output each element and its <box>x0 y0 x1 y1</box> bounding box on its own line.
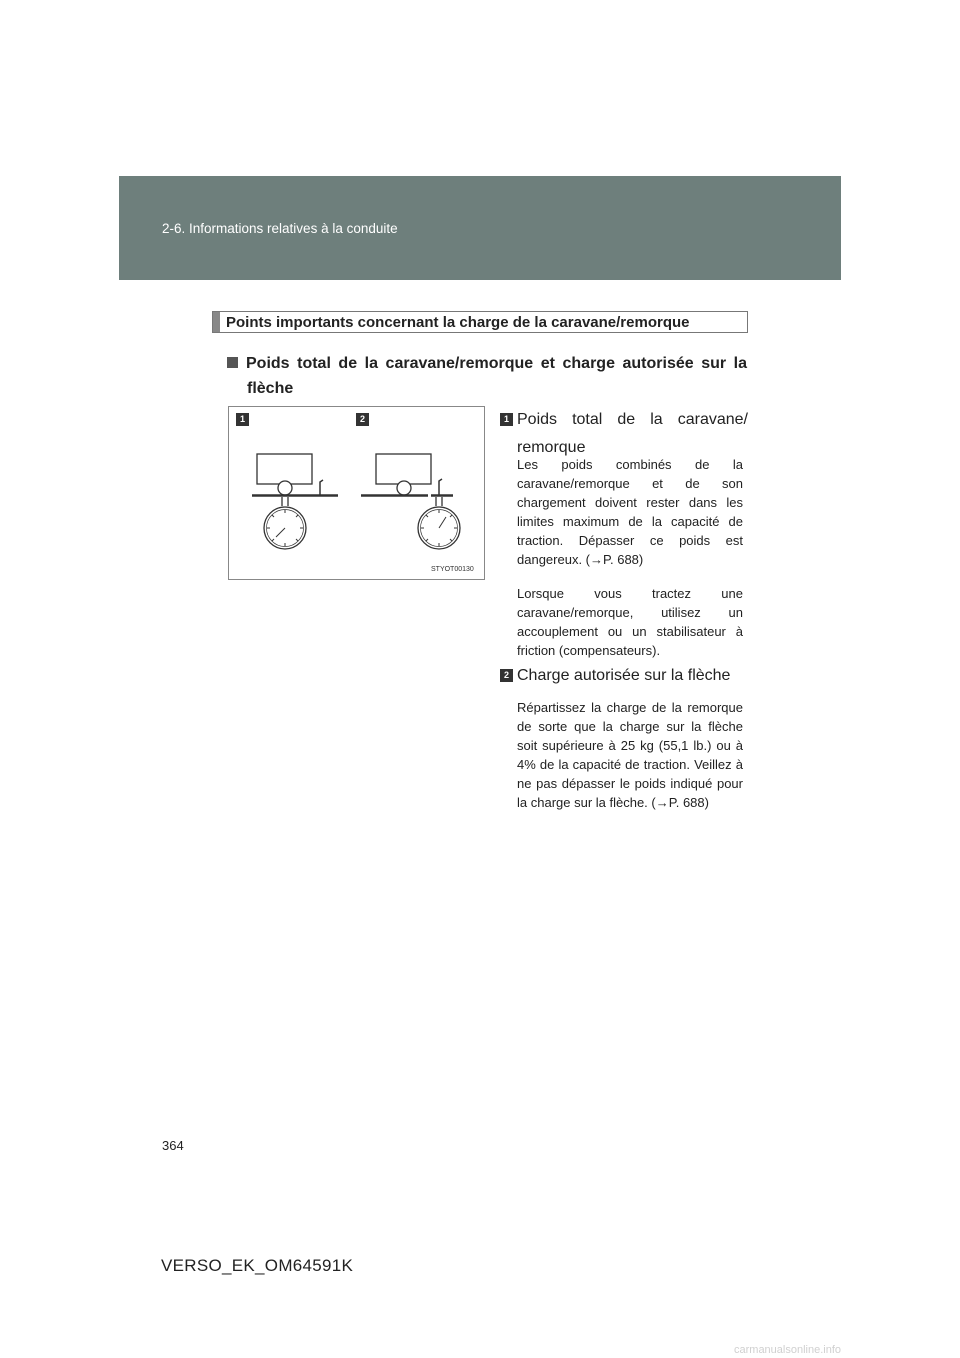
item-1-title-line2: remorque <box>517 439 586 456</box>
figure-badge-2: 2 <box>356 413 369 426</box>
subheading-line2: flèche <box>247 380 294 397</box>
figure-code: STYOT00130 <box>431 566 474 573</box>
item-1-paragraph-2: Lorsque vous tractez une caravane/remorque, utilisez un accouplement ou un stabilisateur à friction (compensateurs). <box>517 586 743 658</box>
section-header: 2-6. Informations relatives à la conduite <box>162 221 398 236</box>
item-2-paragraph-1: Répartissez la charge de la remorque de sorte que la charge sur la flèche soit supérieure à 25 kg (55,1 lb.) ou à 4% de la capacité de traction. Veillez à ne pas dépasser le poids indiqué pour la charge sur la flèche. (→P. 688) <box>517 700 743 810</box>
item-1-badge: 1 <box>500 413 513 426</box>
trailer-body-1 <box>257 454 312 484</box>
page-number: 364 <box>162 1138 184 1153</box>
figure-badge-1: 1 <box>236 413 249 426</box>
item-1-paragraph-1: Les poids combinés de la caravane/remorque et de son chargement doivent rester dans les limites maximum de la capacité de traction. Dépasser ce poids est dangereux. (→P. 688) <box>517 457 743 567</box>
subheading <box>227 351 747 401</box>
section-title: Points importants concernant la charge de la caravane/remorque <box>226 314 690 331</box>
section-title-bar <box>213 312 220 332</box>
jack-stand-2 <box>439 479 442 495</box>
trailer-wheel-1 <box>278 481 292 495</box>
item-1-title-line1: Poids total de la caravane/ <box>517 411 748 428</box>
item-2-heading <box>500 664 748 687</box>
watermark: carmanualsonline.info <box>734 1344 842 1356</box>
jack-stand-1 <box>320 480 323 495</box>
document-id: VERSO_EK_OM64591K <box>161 1256 354 1275</box>
section-title-box <box>212 311 748 333</box>
figure-trailer-weight <box>228 406 485 580</box>
item-2-badge: 2 <box>500 669 513 682</box>
trailer-wheel-2 <box>397 481 411 495</box>
item-1-heading <box>500 408 748 459</box>
trailer-body-2 <box>376 454 431 484</box>
subheading-line1: Poids total de la caravane/remorque et charge autorisée sur la <box>227 351 747 376</box>
item-2-title: Charge autorisée sur la flèche <box>517 667 731 684</box>
trailer-scale-illustration <box>228 406 485 580</box>
square-bullet-icon <box>227 357 238 368</box>
